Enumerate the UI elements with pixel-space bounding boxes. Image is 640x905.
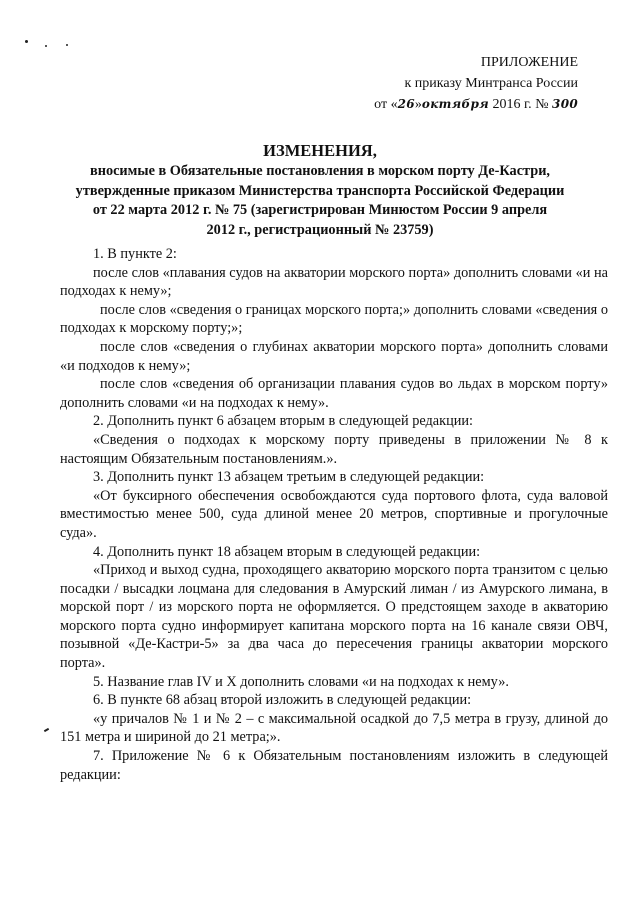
document-heading [60, 140, 580, 240]
appendix-label: ПРИЛОЖЕНИЕ [480, 55, 578, 70]
heading-line: 2012 г., регистрационный № 23759) [206, 221, 434, 238]
document-title: ИЗМЕНЕНИЯ, [263, 141, 377, 160]
date-close: » [414, 97, 422, 112]
paragraph: 5. Название глав IV и X дополнить словами «и на подходах к нему». [93, 673, 509, 690]
paragraph: 7. Приложение № 6 к Обязательным постановлениям изложить в следующей редакции: [60, 748, 608, 783]
date-day: 26 [397, 97, 415, 111]
paragraph: 2. Дополнить пункт 6 абзацем вторым в следующей редакции: [93, 413, 473, 430]
order-reference: к приказу Минтранса России [404, 76, 578, 91]
heading-line: от 22 марта 2012 г. № 75 (зарегистрирован Минюстом России 9 апреля [92, 202, 548, 218]
paragraph: 4. Дополнить пункт 18 абзацем вторым в следующей редакции: [93, 543, 481, 560]
paragraph: «Приход и выход судна, проходящего акваторию морского порта транзитом с целью посадки / высадки лоцмана для следования в Амурский лиман / из Амурского лимана, в морской порт / из морского порта не оформляется. О предстоящем заходе в акваторию морского порта судно информирует капитана морского порта на 16 канале связи ОВЧ, позывной «Де-Кастри-5» за два часа до пересечения границы акватории морского порта». [60, 562, 608, 672]
paragraph: после слов «сведения о границах морского порта;» дополнить словами «сведения о подходах к морскому порту;»; [60, 301, 608, 337]
scan-speck [45, 45, 47, 47]
paragraph: 1. В пункте 2: [93, 246, 177, 262]
scan-speck [25, 40, 28, 43]
paragraph: после слов «сведения о глубинах акватории морского порта» дополнить словами «и подходов к нему»; [60, 338, 608, 374]
date-year: 2016 г. [492, 97, 532, 112]
number-prefix: № [535, 97, 549, 112]
order-date-number [374, 94, 578, 115]
paragraph: «у причалов № 1 и № 2 – с максимальной осадкой до 7,5 метра в грузу, длиной до 151 метра и шириной до 21 метра;». [60, 710, 608, 746]
paragraph: 3. Дополнить пункт 13 абзацем третьим в следующей редакции: [93, 469, 485, 486]
heading-line: вносимые в Обязательные постановления в морском порту Де-Кастри, [89, 163, 551, 179]
date-month: октября [421, 97, 490, 111]
document-body [60, 245, 608, 784]
margin-mark [44, 728, 49, 732]
scan-speck [66, 44, 68, 46]
appendix-header [374, 52, 578, 115]
order-number: 300 [552, 97, 578, 111]
paragraph: 6. В пункте 68 абзац второй изложить в следующей редакции: [93, 692, 472, 709]
paragraph: после слов «плавания судов на акватории морского порта» дополнить словами «и на подходах к нему»; [60, 264, 608, 300]
date-prefix: от « [374, 97, 398, 112]
paragraph: «От буксирного обеспечения освобождаются суда портового флота, суда валовой вместимостью менее 500, суда длиной менее 20 метров, спортивные и прогулочные суда». [60, 487, 608, 541]
paragraph: после слов «сведения об организации плавания судов во льдах в морском порту» дополнить словами «и на подходах к нему». [60, 376, 608, 411]
heading-line: утвержденные приказом Министерства транспорта Российской Федерации [75, 182, 565, 199]
paragraph: «Сведения о подходах к морскому порту приведены в приложении № 8 к настоящим Обязательным постановлениям.». [60, 431, 608, 467]
